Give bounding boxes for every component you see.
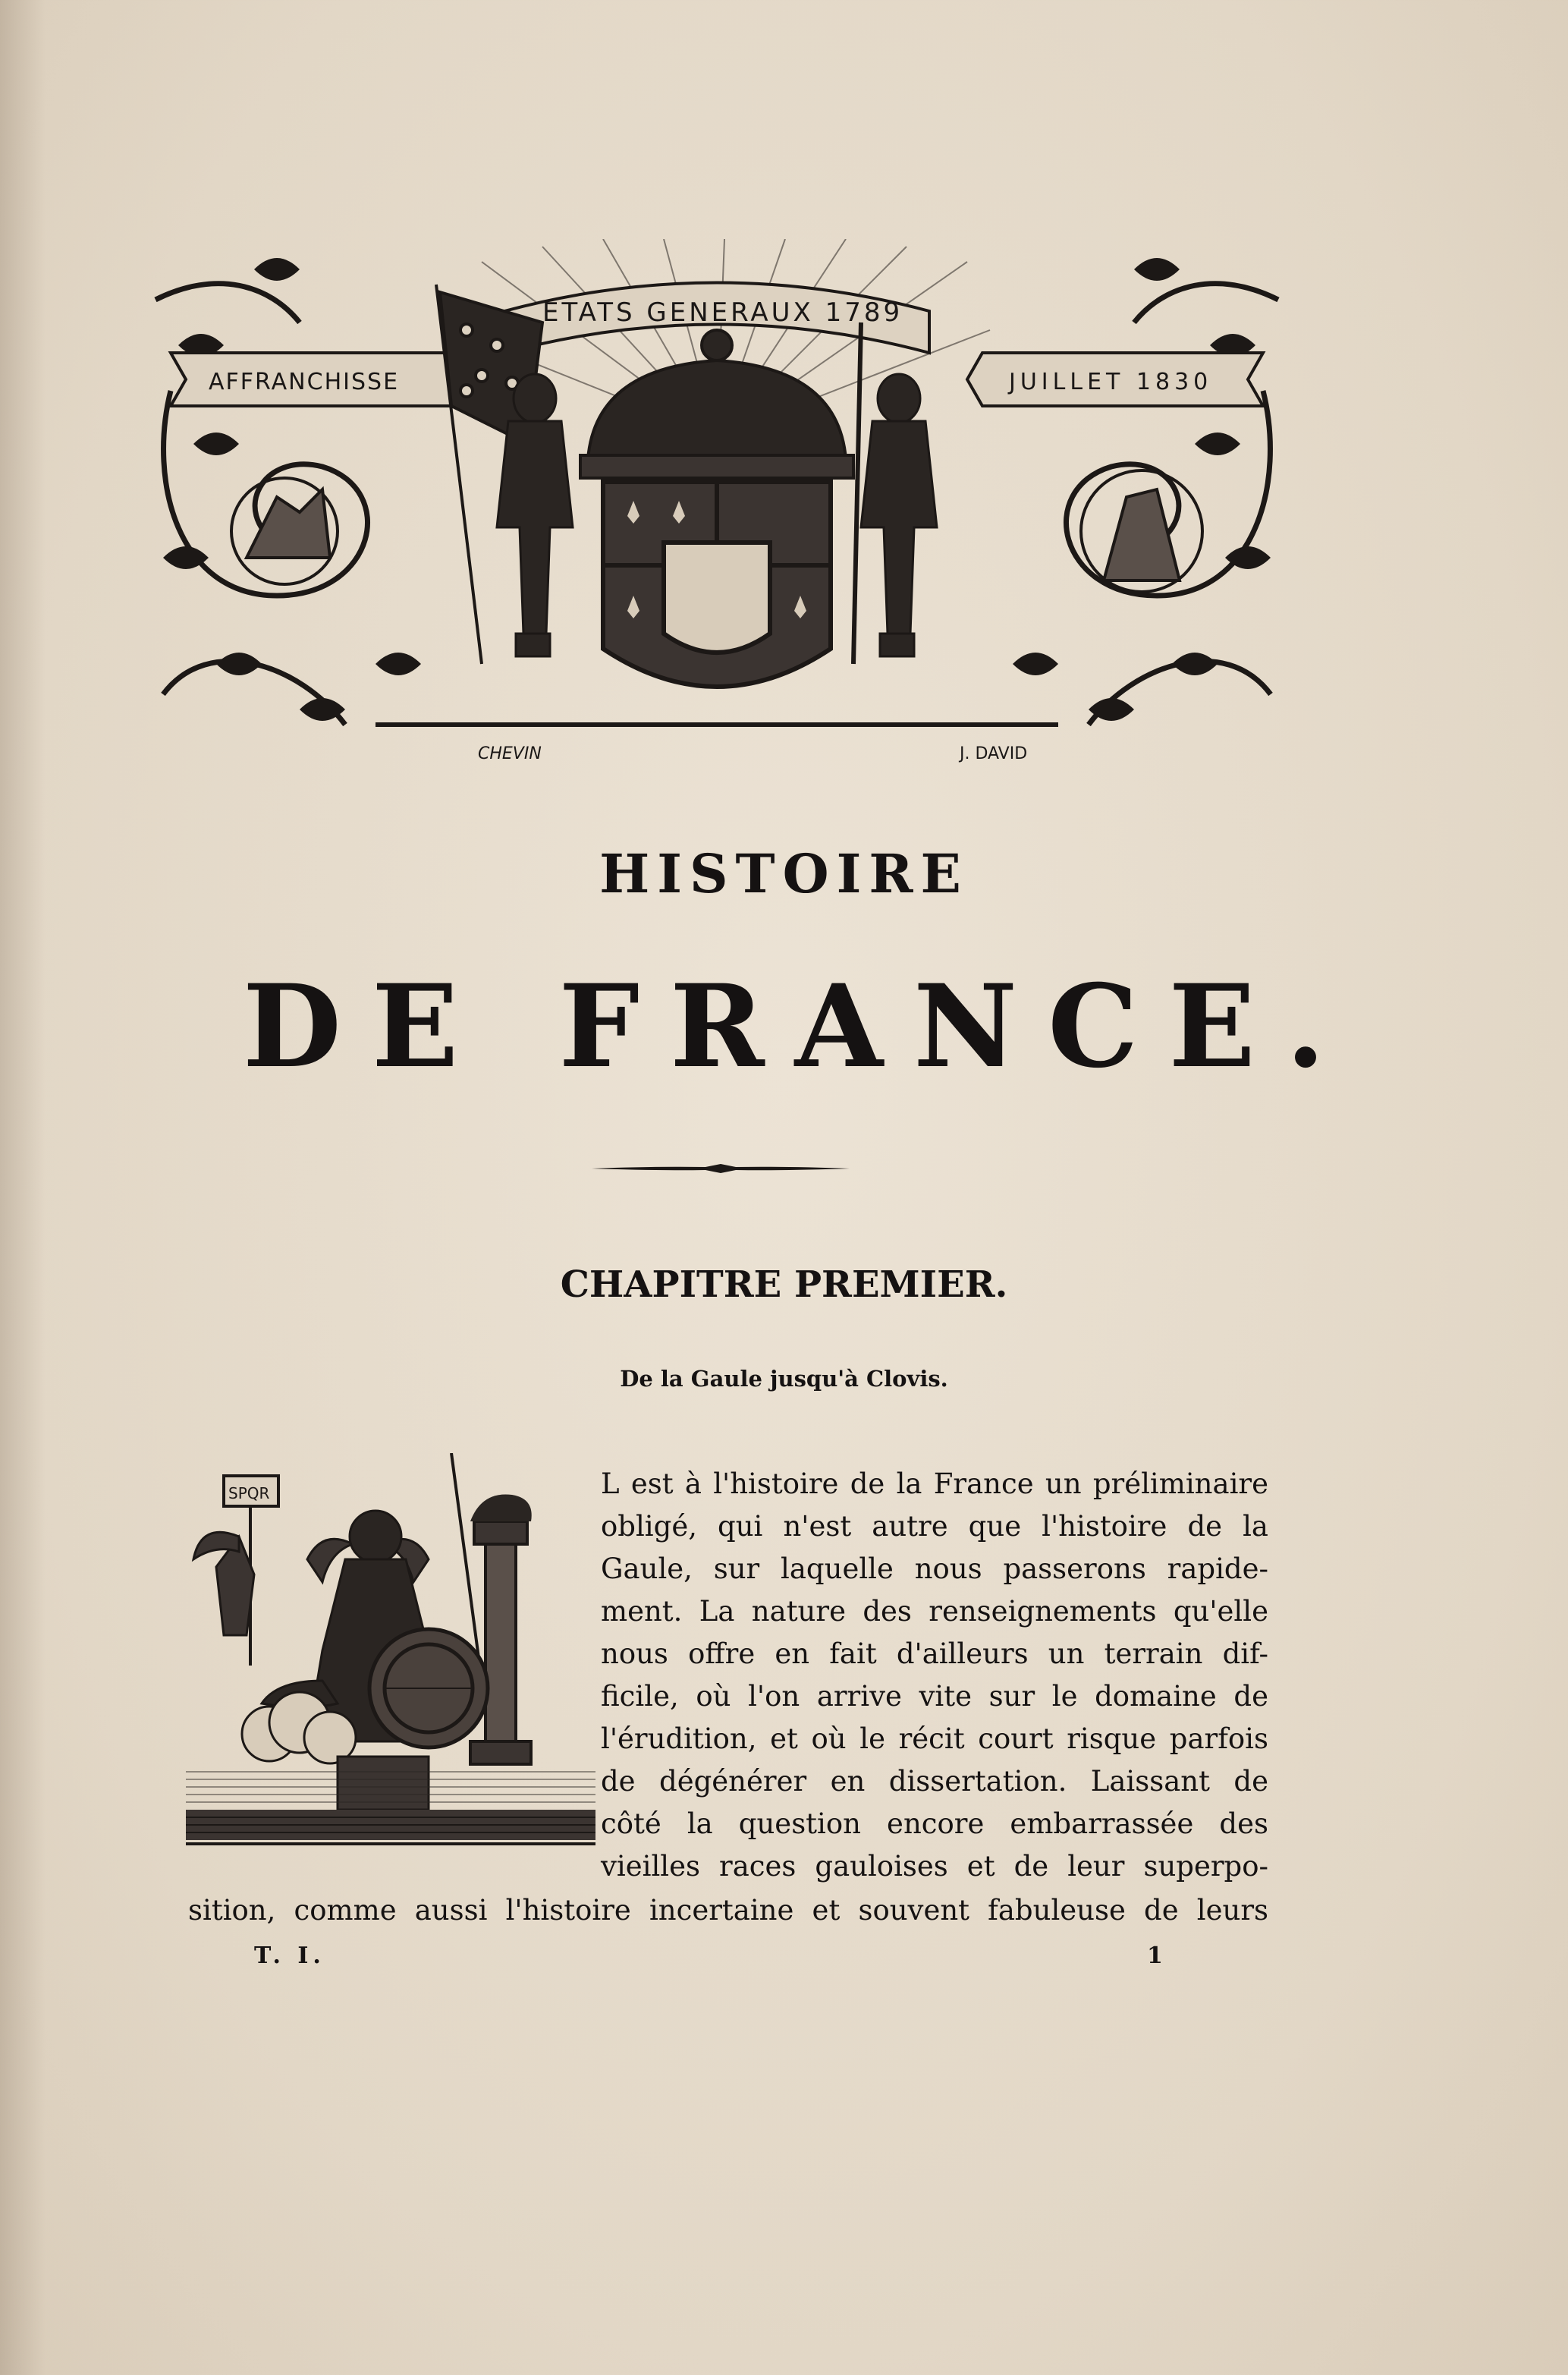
body-line: nous offre en fait d'ailleurs un terrain dif- [601, 1637, 1268, 1670]
volume-marker: T. I. [254, 1942, 325, 1969]
body-line: ment. La nature des renseignements qu'elle [601, 1595, 1268, 1628]
body-line: Gaule, sur laquelle nous passerons rapide- [601, 1552, 1268, 1585]
initial-vignette-engraving [186, 1453, 595, 1863]
body-line: côté la question encore embarrassée des [601, 1807, 1268, 1840]
chapter-heading: CHAPITRE PREMIER. [560, 1263, 1008, 1306]
body-line: ficile, où l'on arrive vite sur le domaine de [601, 1680, 1268, 1713]
body-line: l'érudition, et où le récit court risque parfois [601, 1722, 1268, 1755]
body-text-block [601, 1463, 1268, 1888]
vignette-spqr-label: SPQR [228, 1484, 270, 1502]
title-line-2: DE FRANCE. [242, 960, 1356, 1093]
body-last-line: sition, comme aussi l'histoire incertaine et souvent fabuleuse de leurs [188, 1894, 1268, 1927]
body-line: obligé, qui n'est autre que l'histoire de la [601, 1510, 1268, 1543]
title-line-1: HISTOIRE [599, 842, 969, 905]
chapter-subtitle: De la Gaule jusqu'à Clovis. [620, 1366, 948, 1392]
page-gutter-shadow [0, 0, 46, 2375]
body-line: L est à l'histoire de la France un préliminaire [601, 1467, 1268, 1500]
body-line: de dégénérer en dissertation. Laissant de [601, 1765, 1268, 1798]
engraver-signature-left: CHEVIN [478, 744, 542, 763]
banner-right-text: JUILLET 1830 [1009, 369, 1213, 395]
body-line: vieilles races gauloises et de leur superpo- [601, 1850, 1268, 1883]
signature-mark: 1 [1147, 1942, 1163, 1969]
engraver-signature-right: J. DAVID [960, 744, 1028, 763]
banner-left-text: AFFRANCHISSE [209, 369, 400, 395]
banner-center-text: ETATS GENERAUX 1789 [542, 297, 903, 328]
ornamental-rule [592, 1161, 850, 1176]
headpiece-engraving [148, 239, 1286, 770]
